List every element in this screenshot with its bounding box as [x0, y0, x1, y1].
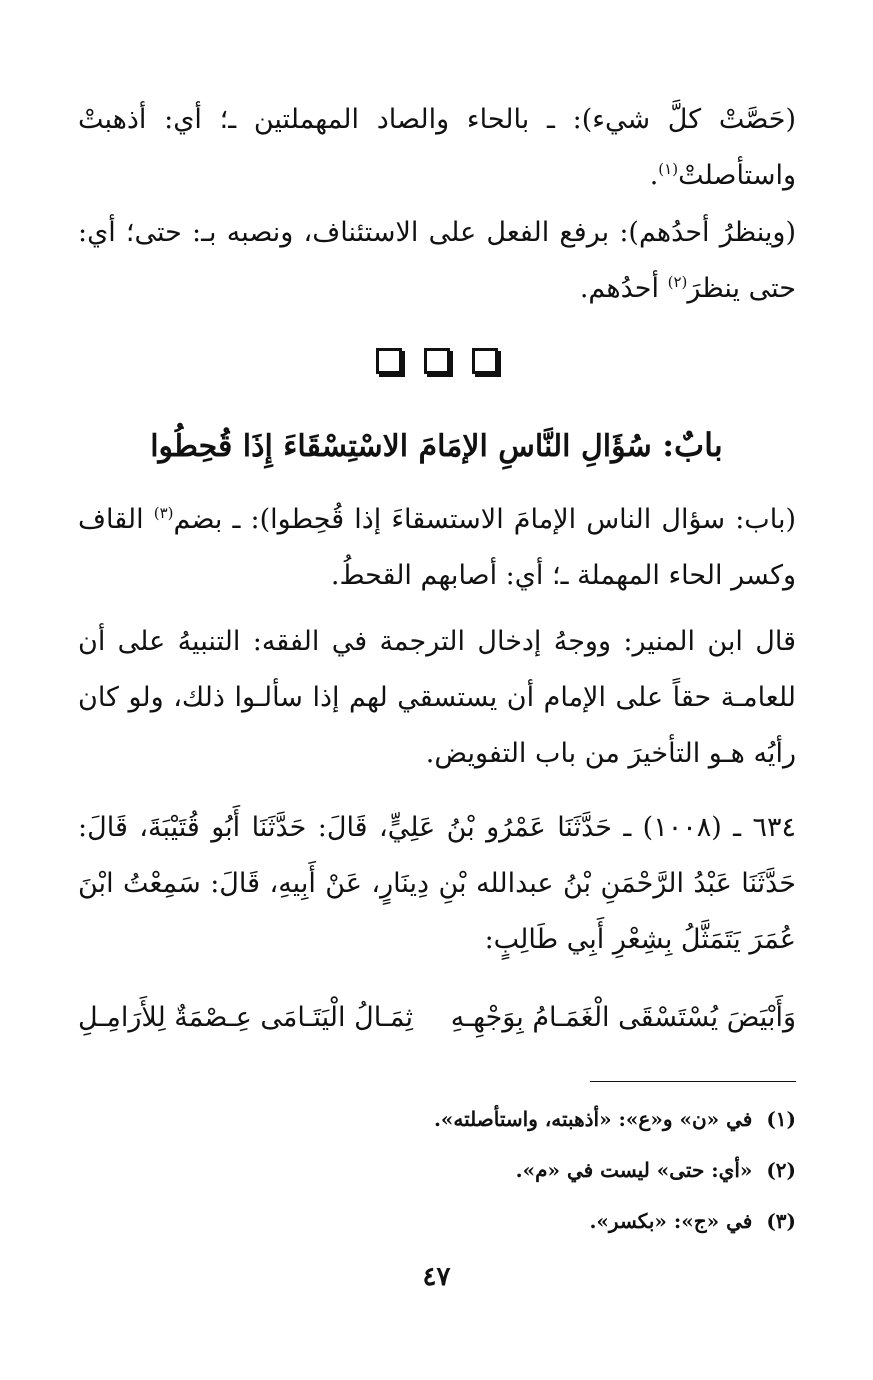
paragraph-yanzur [78, 205, 796, 317]
verse-second-hemistich: ثِمَـالُ الْيَتَـامَى عِـصْمَةٌ لِلأَرَامِـلِ [78, 1002, 413, 1033]
ornament-square-icon [472, 348, 498, 374]
ornament-square-icon [376, 348, 402, 374]
section-divider [0, 348, 873, 378]
paragraph-ibn-almunir: قال ابن المنير: ووجهُ إدخال الترجمة في الفقه: التنبيهُ على أن للعامـة حقاً على الإمام أن يستسقي لهم إذا سألـوا ذلك، ولو كان رأيُه هـو التأخيرَ من باب التفويض. [78, 626, 796, 769]
footnote-text: في «ن» و«ع»: «أذهبته، واستأصلته». [433, 1107, 753, 1131]
paragraph-text-end: القاف وكسر الحاء المهملة ـ؛ أي: أصابهم القحطُ. [78, 504, 796, 591]
chapter-heading-lead: بابٌ: [662, 426, 723, 464]
footnote-3 [78, 1206, 796, 1236]
page-number: ٤٧ [422, 1262, 451, 1292]
footnote-text: «أي: حتى» ليست في «م». [515, 1158, 753, 1182]
paragraph-bab [78, 492, 796, 604]
paragraph-end: . [649, 160, 659, 191]
footnote-2 [78, 1155, 796, 1185]
paragraph-hassat [78, 92, 796, 204]
paragraph-text: (وينظرُ أحدُهم): برفع الفعل على الاستئناف، ونصبه بـ: حتى؛ أي: حتى ينظرَ [78, 217, 796, 304]
footnote-ref-2[interactable]: (٢) [667, 273, 688, 291]
chapter-heading-title: سُؤَالِ النَّاسِ الإمَامَ الاسْتِسْقَاءَ إِذَا قُحِطُوا [150, 429, 652, 464]
poetry-verse [78, 990, 796, 1046]
footnote-ref-3[interactable]: (٣) [153, 504, 174, 522]
footnote-1 [78, 1104, 796, 1134]
footnote-text: في «ج»: «بكسر». [589, 1209, 753, 1233]
paragraph-end: أحدُهم. [579, 273, 668, 304]
verse-first-hemistich: وَأَبْيَضَ يُسْتَسْقَى الْغَمَـامُ بِوَجْهِـهِ [450, 1002, 796, 1033]
footnote-number: (٣) [766, 1209, 796, 1233]
footnote-number: (١) [766, 1107, 796, 1131]
chapter-heading [0, 420, 873, 472]
paragraph-text: (باب: سؤال الناس الإمامَ الاستسقاءَ إذا قُحِطوا): ـ بضم [173, 504, 796, 535]
ornament-square-icon [424, 348, 450, 374]
footnote-ref-1[interactable]: (١) [658, 160, 679, 178]
footnote-number: (٢) [766, 1158, 796, 1182]
paragraph-text: (حَصَّتْ كلَّ شيء): ـ بالحاء والصاد المهملتين ـ؛ أي: أذهبتْ واستأصلتْ [78, 104, 796, 191]
hadith-text: ٦٣٤ ـ (١٠٠٨) ـ حَدَّثَنَا عَمْرُو بْنُ عَلِيٍّ، قَالَ: حَدَّثَنَا أَبُو قُتَيْبَةَ، قَالَ: حَدَّثَنَا عَبْدُ الرَّحْمَنِ بْنُ عبدالله بْنِ دِينَارٍ، عَنْ أَبِيهِ، قَالَ: سَمِعْتُ ابْنَ عُمَرَ يَتَمَثَّلُ بِشِعْرِ أَبِي طَالِبٍ: [78, 812, 796, 955]
footnote-separator [590, 1081, 796, 1082]
